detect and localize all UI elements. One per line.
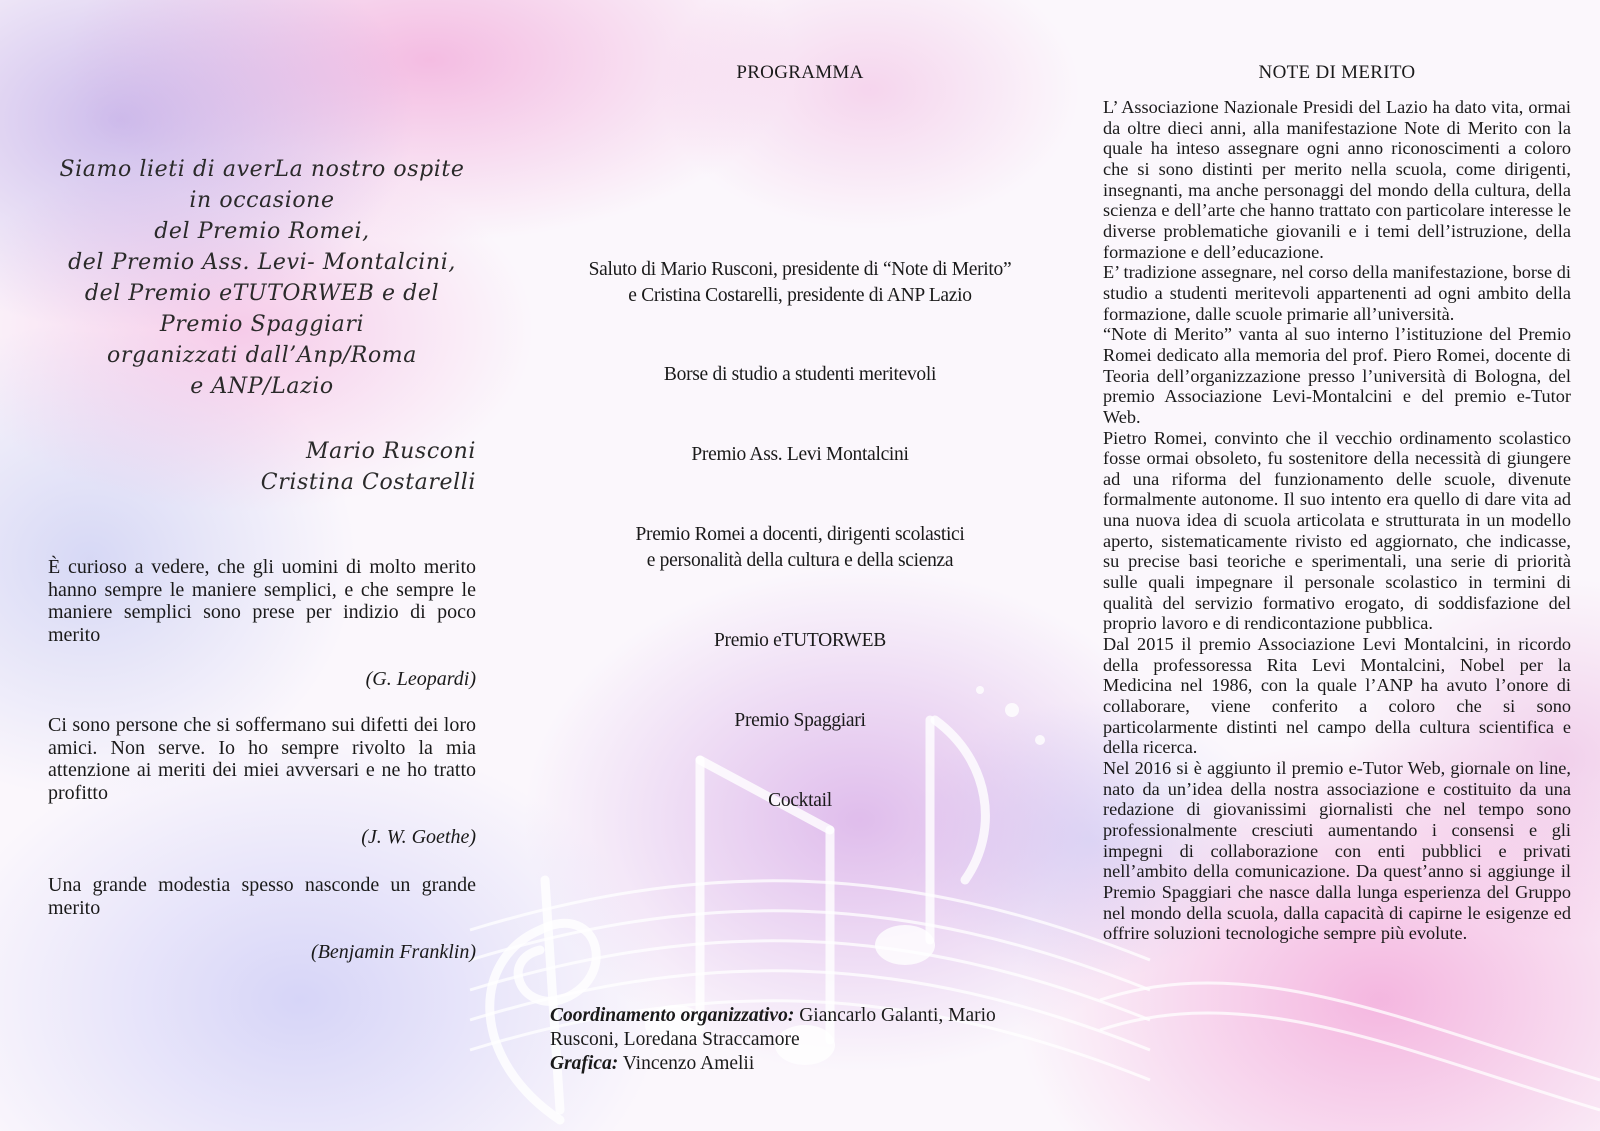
- program-item: [548, 522, 1052, 574]
- signature-name: Mario Rusconi: [305, 439, 476, 464]
- program-item: [548, 628, 1052, 654]
- program-heading: PROGRAMMA: [736, 62, 864, 83]
- body-paragraph: L’ Associazione Nazionale Presidi del Lazio ha dato vita, ormai da oltre dieci anni, alla manifestazione Note di Merito con la quale ha inteso assegnare ogni anno riconoscimenti a coloro che si sono distinti per merito nella scuola, come dirigenti, insegnanti, ma anche personaggi del mondo della cultura, della scienza e dell’arte che hanno trattato con particolare interesse le diverse problematiche giovanili e i temi dell’istruzione, della formazione e dell’educazione.: [1103, 97, 1571, 262]
- program-item-line: Cocktail: [768, 790, 832, 811]
- body-paragraph: Pietro Romei, convinto che il vecchio ordinamento scolastico fosse ormai obsoleto, fu sostenitore della necessità di giungere ad una riforma del funzionamento delle scuole, divenute formalmente autonome. Il suo intento era quello di dare vita ad una nuova idea di scuola articolata e strutturata in un modello aperto, sistematicamente rivisto ed aggiornato, che indicasse, su precise basi teoriche e sperimentali, una serie di priorità sulle quali impegnare il personale scolastico in termini di qualità del servizio formativo erogato, di soddisfazione del proprio lavoro e di rendicontazione pubblica.: [1103, 427, 1571, 634]
- graphics-label: Grafica:: [550, 1053, 619, 1074]
- body-paragraph: E’ tradizione assegnare, nel corso della manifestazione, borse di studio a studenti meritevoli appartenenti ad ogni ambito della formazione, dalle scuole primarie all’università.: [1103, 262, 1571, 324]
- signatures: [261, 436, 476, 498]
- program-item-line: Premio Ass. Levi Montalcini: [691, 444, 909, 465]
- coordination-names: Giancarlo Galanti, Mario Rusconi, Loredana Straccamore: [550, 1005, 996, 1050]
- dedication-line: del Premio Romei,: [154, 219, 370, 244]
- program-item: [548, 788, 1052, 814]
- dedication-line: Premio Spaggiari: [159, 312, 365, 337]
- dedication-line: e ANP/Lazio: [190, 374, 334, 399]
- program-item-line: Premio eTUTORWEB: [714, 630, 886, 651]
- quote-author: (G. Leopardi): [365, 668, 476, 690]
- quote-block: [48, 556, 476, 691]
- program-item: [548, 442, 1052, 468]
- body-paragraph: “Note di Merito” vanta al suo interno l’istituzione del Premio Romei dedicato alla memoria del prof. Piero Romei, docente di Teoria dell’organizzazione presso l’università di Bologna, del premio Associazione Levi-Montalcini e del premio e-Tutor Web.: [1103, 324, 1571, 427]
- signature-name: Cristina Costarelli: [260, 470, 476, 495]
- coordination-label: Coordinamento organizzativo:: [550, 1005, 795, 1026]
- dedication-line: del Premio Ass. Levi- Montalcini,: [68, 250, 456, 275]
- quote-text: È curioso a vedere, che gli uomini di molto merito hanno sempre le maniere semplici, e che sempre le maniere semplici sono prese per indizio di poco merito: [48, 556, 476, 646]
- quote-text: Una grande modestia spesso nasconde un grande merito: [48, 874, 476, 919]
- program-item-line: Borse di studio a studenti meritevoli: [663, 364, 937, 385]
- program-item-line: e personalità della cultura e della scienza: [646, 550, 954, 571]
- dedication-message: [48, 154, 476, 402]
- program-item-line: Saluto di Mario Rusconi, presidente di “Note di Merito”: [588, 259, 1012, 280]
- program-item-line: Premio Spaggiari: [734, 710, 866, 731]
- dedication-line: del Premio eTUTORWEB e del: [84, 281, 440, 306]
- quote-block: [48, 874, 476, 964]
- quote-text: Ci sono persone che si soffermano sui difetti dei loro amici. Non serve. Io ho sempre rivolto la mia attenzione ai meriti dei miei avversari e ne ho tratto profitto: [48, 714, 476, 804]
- note-di-merito-body: [1103, 97, 1571, 944]
- program-item: [548, 257, 1052, 309]
- program-item: [548, 708, 1052, 734]
- quote-author: (Benjamin Franklin): [311, 941, 476, 963]
- credits: [550, 1004, 1050, 1076]
- dedication-line: organizzati dall’Anp/Roma: [107, 343, 417, 368]
- program-item-line: e Cristina Costarelli, presidente di ANP Lazio: [628, 285, 972, 306]
- program-item: [548, 362, 1052, 388]
- quote-author: (J. W. Goethe): [361, 826, 476, 848]
- program-item-line: Premio Romei a docenti, dirigenti scolastici: [635, 524, 965, 545]
- dedication-line: Siamo lieti di averLa nostro ospite: [59, 157, 465, 182]
- graphics-name: Vincenzo Amelii: [622, 1053, 755, 1074]
- body-paragraph: Nel 2016 si è aggiunto il premio e-Tutor Web, giornale on line, nato da un’idea della nostra associazione e costituito da una redazione di giovanissimi giornalisti che nel tempo sono professionalmente cresciuti aumentando i consensi e gli impegni di collaborazione con enti pubblici e privati nell’ambito della comunicazione. Da quest’anno si aggiunge il Premio Spaggiari che nasce dalla lunga esperienza del Gruppo nel mondo della scuola, dalla capacità di capirne le esigenze ed offrire soluzioni tecnologiche sempre più evolute.: [1103, 758, 1571, 944]
- body-paragraph: Dal 2015 il premio Associazione Levi Montalcini, in ricordo della professoressa Rita Levi Montalcini, Nobel per la Medicina nel 1986, con la quale l’ANP ha avuto l’onore di collaborare, viene conferito a coloro che si sono particolarmente distinti nel campo della cultura scientifica e della ricerca.: [1103, 634, 1571, 758]
- dedication-line: in occasione: [189, 188, 335, 213]
- note-di-merito-heading: NOTE DI MERITO: [1258, 62, 1416, 83]
- quote-block: [48, 714, 476, 849]
